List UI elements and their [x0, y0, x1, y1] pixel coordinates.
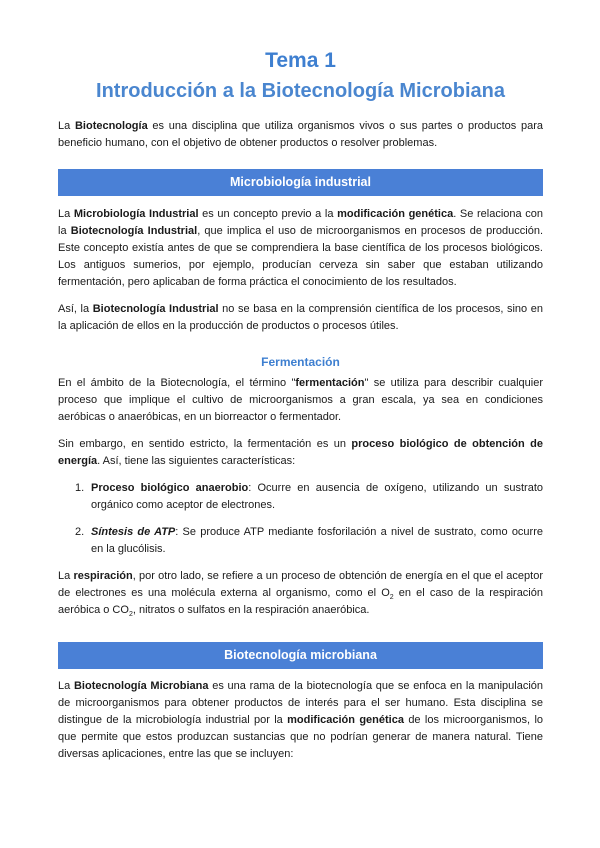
fermentacion-paragraph-2: Sin embargo, en sentido estricto, la fermentación es un proceso biológico de obtención de energía. Así, tiene las siguientes características: — [58, 438, 543, 467]
subheading-fermentacion: Fermentación — [261, 355, 340, 369]
section-heading-biotecnologia-microbiana: Biotecnología microbiana — [58, 642, 543, 669]
respiracion-paragraph: La respiración, por otro lado, se refiere a un proceso de obtención de energía en el que el aceptor de electrones es una molécula externa al organismo, como el $O_2$ en el caso de la respiración aeróbica o $CO_2$, nitratos o sulfatos en la respiración anaeróbica. — [58, 570, 543, 619]
intro-paragraph: La Biotecnología es una disciplina que utiliza organismos vivos o sus partes o productos para beneficio humano, con el objetivo de obtener productos o resolver problemas. — [58, 120, 544, 149]
list-item-number: 1. — [75, 482, 85, 494]
page-subtitle: Introducción a la Biotecnología Microbiana — [96, 80, 505, 102]
fermentacion-paragraph-1: En el ámbito de la Biotecnología, el término "fermentación" se utiliza para describir cualquier proceso que implique el cultivo de microorganismos a gran escala, ya sea en condiciones aeróbicas o anaeróbicas, en un biorreactor o fermentador. — [58, 377, 543, 423]
document-content — [58, 48, 543, 763]
list-item — [58, 480, 543, 514]
section-heading-microbiologia-industrial: Microbiología industrial — [58, 169, 543, 196]
list-item — [58, 524, 543, 558]
list-item-number: 2. — [75, 526, 85, 538]
list-item-text: Síntesis de ATP: Se produce ATP mediante fosforilación a nivel de sustrato, como ocurre en la glucólisis. — [91, 526, 543, 555]
list-item-text: Proceso biológico anaerobio: Ocurre en ausencia de oxígeno, utilizando un sustrato orgánico como aceptor de electrones. — [91, 482, 543, 511]
biotecnologia-microbiana-paragraph: La Biotecnología Microbiana es una rama de la biotecnología que se enfoca en la manipulación de microorganismos para obtener productos de interés para el ser humano. Esta disciplina se distingue de la microbiología industrial por la modificación genética de los microorganismos, lo que permite que estos produzcan sustancias que no podrían generar de manera natural. Tiene diversas aplicaciones, entre las que se incluyen: — [58, 680, 544, 760]
page-title: Tema 1 — [265, 49, 336, 72]
microbiologia-paragraph-1: La Microbiología Industrial es un concepto previo a la modificación genética. Se relaciona con la Biotecnología Industrial, que implica el uso de microorganismos en procesos de producción. Este concepto existía antes de que se comprendiera la base científica de los procesos biológicos. Los antiguos sumerios, por ejemplo, producían cerveza sin saber que estaban utilizando fermentación, pero aplicaban de forma práctica el conocimiento de los resultados. — [58, 208, 543, 288]
microbiologia-paragraph-2: Así, la Biotecnología Industrial no se basa en la comprensión científica de los procesos, sino en la aplicación de ellos en la producción de productos o procesos útiles. — [58, 303, 543, 332]
